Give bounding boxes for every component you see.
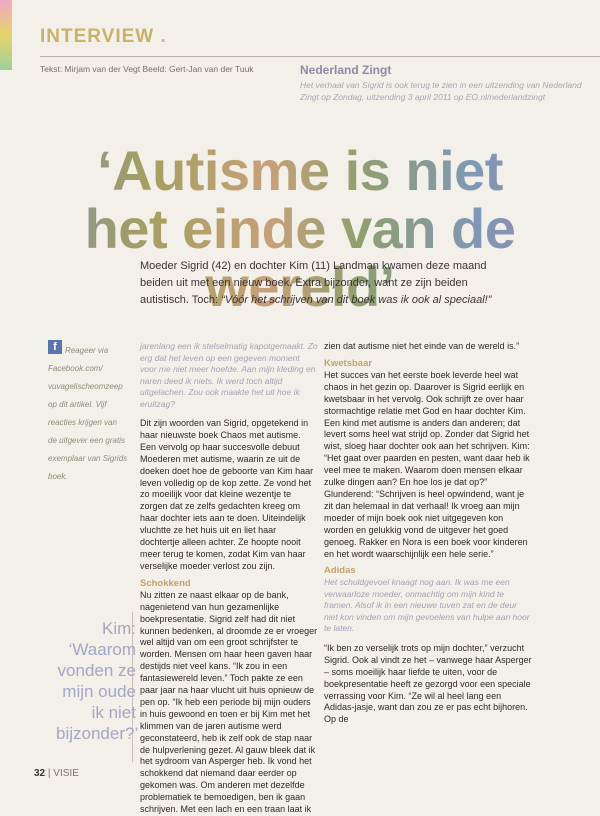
intro xyxy=(140,258,500,309)
credits: Tekst: Mirjam van der Vegt Beeld: Gert-Jan van der Tuuk xyxy=(40,64,254,74)
facebook-icon: f xyxy=(48,340,62,354)
headline-line2: het einde van de wereld’ xyxy=(84,197,516,318)
promo-box xyxy=(300,63,590,103)
col2-paragraph-3: “Ik ben zo verselijk trots op mijn dochter,” verzucht Sigrid. Ook al vindt ze het – vanwege haar Asperger – soms moeilijk haar liefde te uiten, voor de boekpresentatie heeft ze gezorgd voor een speciale verrassing voor Kim. “Ze wil al heel lang een Adidas-jasje, want dan zou ze er pas echt bijhoren. Op de xyxy=(324,642,532,725)
footer-separator: | xyxy=(47,768,51,779)
color-stripe xyxy=(0,0,12,70)
promo-title: Nederland Zingt xyxy=(300,63,392,77)
magazine-name: VISIE xyxy=(53,768,79,779)
pullquote: Kim: ‘Waarom vonden ze mijn oude ik niet bijzonder?’ xyxy=(56,619,139,743)
col1-paragraph-1: Dit zijn woorden van Sigrid, opgetekend in haar nieuwste boek Chaos met autisme. Een vervolg op haar succesvolle debuut Moederen met autisme, waarin ze uit de doeken doet hoe de geboorte van Kim haar leven volledig op de kop zette. Ze vond het zo moeilijk voor dat kleine wezentje te zorgen dat ze zelfs gedachten kreeg om haar dochter iets aan te doen. Uiteindelijk vluchtte ze het huis uit en liet haar dochtertje alleen achter. Ze hoopte nooit meer terug te komen, zodat Kim van haar verselijke moeder verlost zou zijn. xyxy=(140,418,314,571)
footer xyxy=(34,768,79,779)
col1-lead-italic: jarenlang een ik stelselmatig kapotgemaakt. Zo erg dat het leven op een gegeven moment voor me niet meer hoefde. Aan mijn kleding en naren deed ik niets. Ik werd toch altijd uitgelachen. Zou ook maakte het uit hoe ik eruitzag? xyxy=(140,341,318,409)
col2-paragraph-1: zien dat autisme niet het einde van de wereld is.” xyxy=(324,341,520,351)
col1-paragraph-2: Nu zitten ze naast elkaar op de bank, nagenietend van hun gezamenlijke boekpresentatie. Sigrid zelf had dit niet kunnen bedenken, al droomde ze er vroeger wel altijd van om een groot schrijfster te worden. Mensen om haar heen gaven haar destijds niet veel kans. “Ik zou in een fantasiewereld leven.” Toch pakte ze een paar jaar na haar vlucht uit huis opnieuw de pen op. “Ik heb een periode bij mijn ouders in huis gewoond en toen er bij Kim met het klimmen van de jaren autisme werd geconstateerd, heb ik zelf ook de stap naar de hulpverlening gezet. Al gauw bleek dat ik het sydroom van Asperger heb. Ik vond het schokkend dat niemand daar eerder op gekomen was. Om anderen met dezelfde problematiek te bemoedigen, ben ik gaan schrijven. Met een lach en een traan laat ik xyxy=(140,589,318,815)
col2-paragraph-2: Het succes van het eerste boek leverde heel wat chaos in het gezin op. Daarover is Sigrid eerlijk en kwetsbaar in het vervolg. Ook schrijft ze over haar stormachtige relatie met God en haar dochter Kim. Een kind met autisme is anders dan anderen; dat levert soms heel wat strijd op. Zonder dat Sigrid het wist, sloeg haar dochter ook aan het schrijven. Kim: “Het gaat over paarden en pesten, want daar heb ik veel mee te maken. Waarom doen mensen elkaar zulke dingen aan? En hoe los je dat op?” Glunderend: “Schrijven is heel opwindend, want je zit dan helemaal in dat verhaal! Ik vroeg aan mijn moeder of mijn boek ook niet uitgegeven kon worden en gelukkig vond de uitgever het goed genoeg. Rakker en Nora is een boek voor kinderen en het wordt waarschijnlijk een hele serie.” xyxy=(324,369,530,559)
subheading-kwetsbaar: Kwetsbaar xyxy=(324,357,373,369)
top-rule xyxy=(40,56,600,57)
headline-line1: ‘Autisme is niet xyxy=(97,139,503,202)
page-number: 32 xyxy=(34,768,46,779)
column-2 xyxy=(324,341,532,726)
col2-italic: Het schuldgevoel knaagt nog aan. Ik was me een verwaarloze moeder, onmachtig om mijn kind te framen. Alsof ik in een nieuwe tuven zat en de deur niet kon vinden om mijn gevoelens van hulpe aan hoor te laten. xyxy=(324,577,530,634)
promo-text: Het verhaal van Sigrid is ook terug te zien in een uitzending van Nederland Zingt op Zondag, uitzending 3 april 2011 op EO.nl/nederlandzingt xyxy=(300,80,582,102)
section-label: INTERVIEW . xyxy=(40,26,167,47)
section-dot: . xyxy=(160,26,167,47)
facebook-text: Reageer via Facebook.com/ vuvagelischeomzeep op dit artikel. Vijf reacties krijgen van de uitgever een gratis exemplaar van Sigrids boek. xyxy=(48,346,128,481)
intro-quote: “Vóór het schrijven van dit boek was ik ook al speciaal!” xyxy=(221,294,492,306)
facebook-callout[interactable] xyxy=(48,340,128,484)
column-1 xyxy=(140,341,318,816)
intro-text: Moeder Sigrid (42) en dochter Kim (11) Landman kwamen deze maand beiden uit met een nieuw boek. Extra bijzonder, want ze zijn beiden autistisch. Toch: xyxy=(140,260,487,306)
subheading-adidas: Adidas xyxy=(324,565,356,577)
subheading-schokkend: Schokkend xyxy=(140,577,191,589)
